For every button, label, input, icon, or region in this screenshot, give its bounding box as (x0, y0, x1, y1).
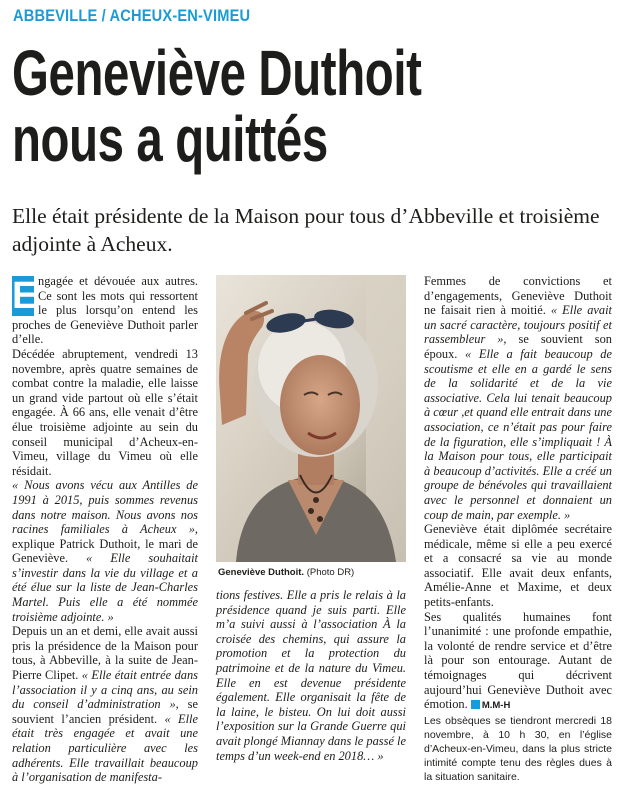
paragraph (424, 610, 612, 714)
drop-cap: E (12, 275, 38, 317)
paragraph-text: ngagée et dévouée aux autres. Ce sont les mots qui ressortent le plus lorsqu’on entend les proches de Geneviève Duthoit parler d’elle. (12, 274, 198, 347)
headline-line-1: Geneviève Duthoit (12, 37, 422, 109)
paragraph-text: Depuis un an et demi, elle avait aussi pris la présidence de la Maison pour tous, à Abbeville, à la suite de Jean-Pierre Clipet. (12, 624, 198, 683)
caption-name: Geneviève Duthoit. (218, 567, 305, 578)
quote: « Elle avait un sacré caractère, toujours positif et rassembleur », (424, 303, 612, 347)
paragraph-text: explique Patrick Duthoit, le mari de Geneviève. (12, 536, 198, 566)
headline-line-2: nous a quittés (12, 103, 328, 175)
headline (12, 37, 422, 175)
paragraph (12, 478, 198, 624)
paragraph: Décédée abruptement, vendredi 13 novembre, après quatre semaines de combat contre la maladie, elle laisse un grand vide partout où elle s’était engagée. À 66 ans, elle venait d’être élue troisième adjointe au sein du conseil municipal d’Acheux-en-Vimeu, village du Vimeu où elle résidait. (12, 346, 198, 478)
paragraph-text: Femmes de convictions et d’engagements, Geneviève Duthoit ne faisait rien à moitié. (424, 274, 612, 318)
author-signature (471, 700, 511, 711)
article-column-1 (12, 274, 198, 785)
paragraph-text: Ses qualités humaines font l’unanimité : une profonde empathie, la volonté de rendre service et d’être là pour son entourage. Autant de témoignages qui décrivent aujourd’hui Geneviève Duthoit avec émotion. (424, 609, 612, 712)
portrait-photo (216, 275, 406, 562)
quote: « Elle souhaitait s’investir dans la vie du village et a été élue sur la liste de Jean-Charles Martel. Puis elle a été nommée troisième adjointe. » (12, 551, 198, 624)
paragraph-text: se souvient son époux. (424, 332, 612, 361)
article-column-2 (216, 588, 406, 763)
quote: « Elle était très engagée et avait une relation particulière avec les adhérents. Elle travaillait beaucoup à l’organisation de manifesta- (12, 711, 198, 785)
signature-square-icon (471, 700, 480, 709)
signature-text: M.M-H (481, 700, 511, 712)
funeral-note: Les obsèques se tiendront mercredi 18 novembre, à 10 h 30, en l’église d’Acheux-en-Vimeu, dans la plus stricte intimité compte tenu des règles dues à la situation sanitaire. (424, 714, 612, 783)
quote: « Nous avons vécu aux Antilles de 1991 à 2015, puis sommes revenus dans notre maison. Nous avons nos racines familiales à Acheux », (12, 478, 198, 537)
paragraph-text: se souvient l’ancien président. (12, 697, 199, 726)
portrait-illustration (216, 275, 406, 562)
quote: tions festives. Elle a pris le relais à la présidence quand je suis parti. Elle m’a suivi aussi à l’association À la croisée des chemins, qui assure la promotion et la protection du patrimoine et de la nature du Vimeu. Elle en est devenue présidente également. Elle organisait la fête de la laine, le bisteu. On lui doit aussi l’exposition sur la Grande Guerre qui avait plongé Miannay dans le passé le temps d’un week-end en 2018… » (216, 588, 406, 763)
paragraph (424, 274, 612, 522)
paragraph (216, 588, 406, 763)
paragraph (12, 624, 198, 785)
paragraph: Geneviève était diplômée secrétaire médicale, même si elle a peu exercé et a consacré sa vie au monde associatif. Elle avait deux enfants, Amélie-Anne et Maxime, et deux petits-enfants. (424, 522, 612, 610)
standfirst: Elle était présidente de la Maison pour tous d’Abbeville et troisième adjointe à Acheux. (12, 204, 600, 256)
quote: « Elle était entrée dans l’association il y a cinq ans, au sein du conseil d’administration », (12, 668, 198, 712)
quote: « Elle a fait beaucoup de scoutisme et elle en a gardé le sens de la solidarité et de la vie associative. Cela lui tenait beaucoup à cœur ,et quand elle entrait dans une association, ce n’était pas pour faire de la figuration, elle s’impliquait ! À la Maison pour tous, elle participait à beaucoup d’activités. Elle a créé un groupe de bénévoles qui travaillaient avec le personnel et donnaient un coup de main, par exemple. » (424, 346, 612, 522)
article-column-3 (424, 274, 612, 784)
caption-credit: (Photo DR) (306, 567, 355, 578)
paragraph (12, 274, 198, 347)
section-kicker: ABBEVILLE / ACHEUX-EN-VIMEU (13, 6, 251, 25)
photo-caption (218, 567, 354, 578)
